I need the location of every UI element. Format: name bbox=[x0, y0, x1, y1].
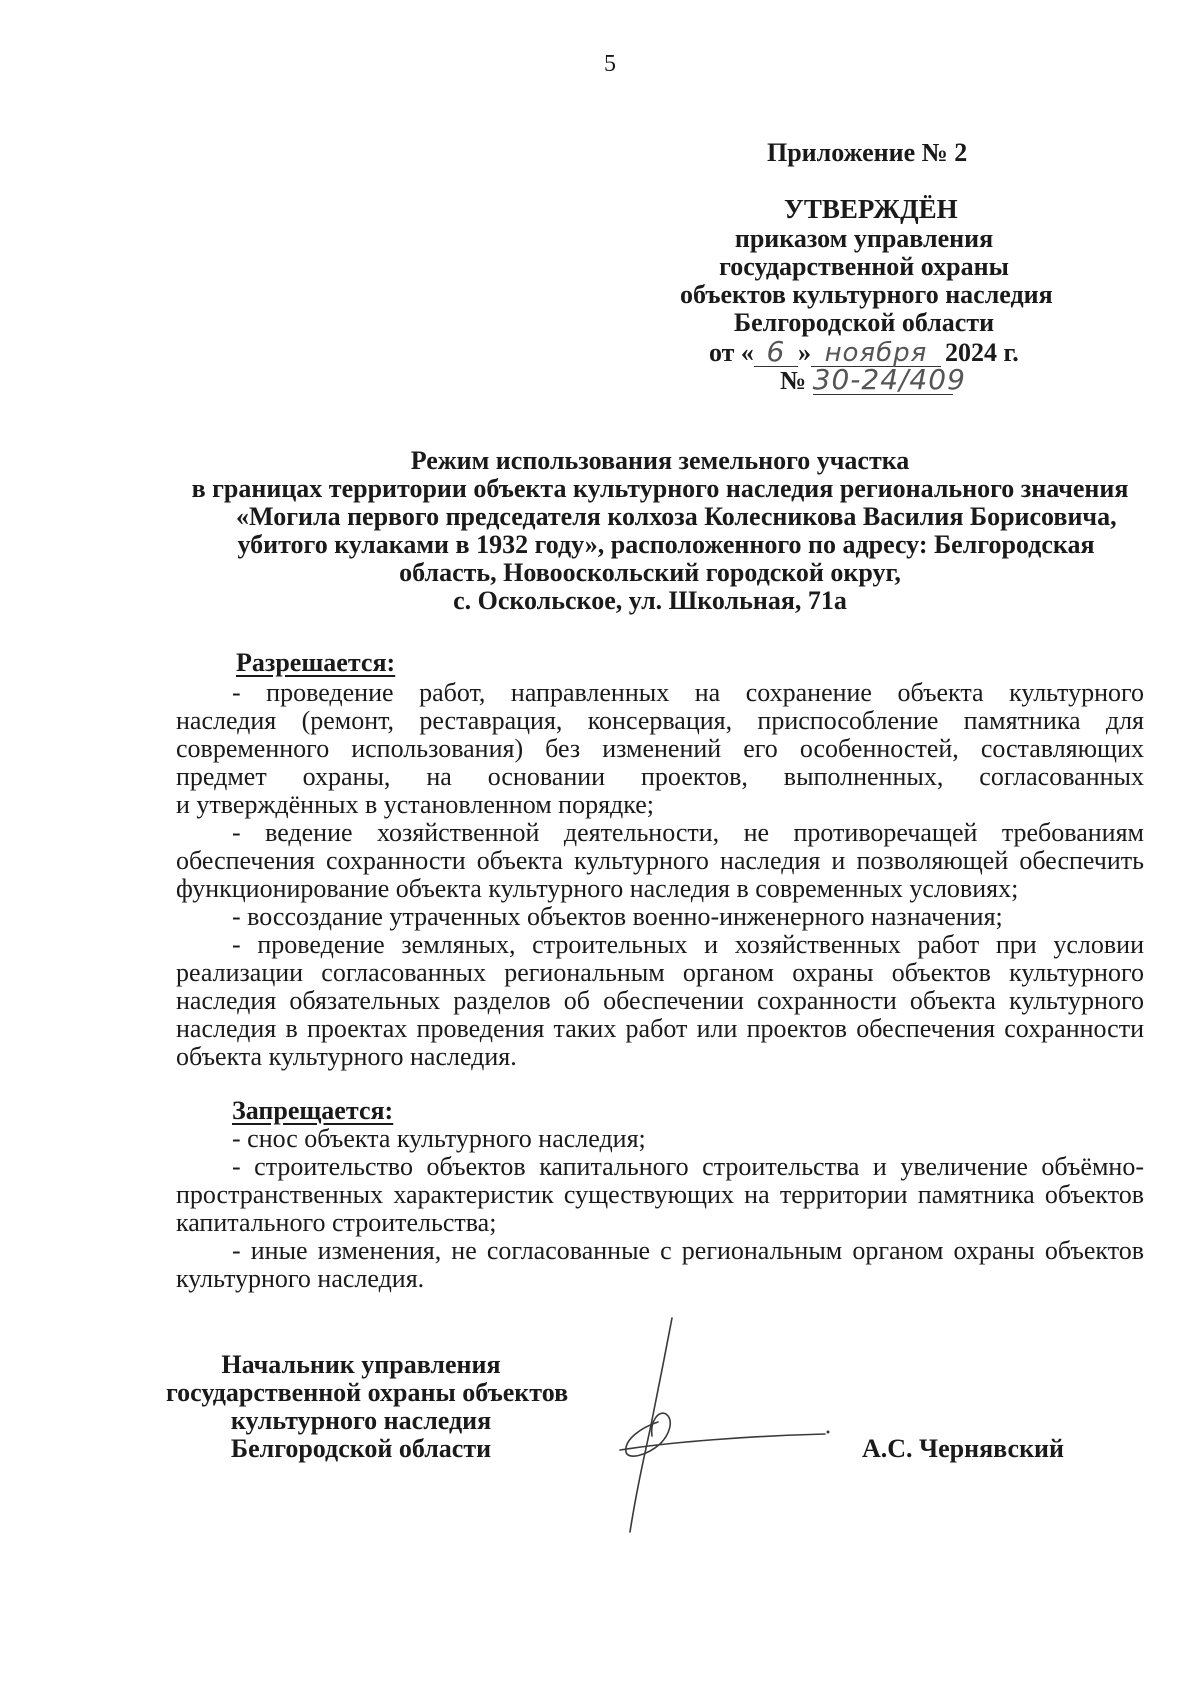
allowed-line: реализации согласованных региональным органом охраны объектов культурного bbox=[176, 958, 1144, 987]
allowed-line: - проведение работ, направленных на сохранение объекта культурного bbox=[232, 678, 1144, 707]
approval-stamp: УТВЕРЖДЁН bbox=[784, 194, 958, 224]
date-day: 6 bbox=[754, 338, 798, 367]
position-line-3: культурного наследия bbox=[230, 1406, 492, 1435]
forbidden-line: - иные изменения, не согласованные с региональным органом охраны объектов bbox=[232, 1236, 1144, 1265]
forbidden-line: культурного наследия. bbox=[176, 1264, 425, 1293]
allowed-line: функционирование объекта культурного наследия в современных условиях; bbox=[176, 874, 1019, 903]
forbidden-line: капитального строительства; bbox=[176, 1208, 497, 1237]
forbidden-line: пространственных характеристик существующих на территории памятника объектов bbox=[176, 1180, 1144, 1209]
allowed-line: наследия (ремонт, реставрация, консервация, приспособление памятника для bbox=[176, 706, 1144, 735]
title-line-1: Режим использования земельного участка bbox=[410, 446, 910, 475]
signature-mark bbox=[600, 1310, 840, 1540]
number-value: 30-24/409 bbox=[812, 363, 966, 396]
page-number: 5 bbox=[604, 51, 616, 77]
forbidden-line: - строительство объектов капитального строительства и увеличение объёмно- bbox=[232, 1152, 1144, 1181]
title-line-2: в границах территории объекта культурного наследия регионального значения bbox=[191, 474, 1129, 503]
date-month: ноября bbox=[811, 340, 941, 367]
date-year: 2024 г. bbox=[944, 338, 1019, 367]
title-line-6: с. Оскольское, ул. Школьная, 71а bbox=[453, 586, 847, 615]
title-line-4: убитого кулаками в 1932 году», расположенного по адресу: Белгородская bbox=[237, 530, 1095, 559]
allowed-line: наследия в проектах проведения таких работ или проектов обеспечения сохранности bbox=[176, 1014, 1144, 1043]
allowed-line: - ведение хозяйственной деятельности, не противоречащей требованиям bbox=[232, 818, 1144, 847]
allowed-heading: Разрешается: bbox=[236, 648, 396, 677]
number-prefix: № bbox=[780, 366, 807, 395]
date-mid: » bbox=[797, 338, 811, 367]
allowed-line: - воссоздание утраченных объектов военно-инженерного назначения; bbox=[232, 902, 1003, 931]
signatory-name: А.С. Чернявский bbox=[862, 1434, 1065, 1463]
allowed-line: и утверждённых в установленном порядке; bbox=[176, 790, 655, 819]
approval-line-4: Белгородской области bbox=[733, 308, 995, 337]
position-line-4: Белгородской области bbox=[230, 1434, 492, 1463]
position-line-1: Начальник управления bbox=[221, 1350, 501, 1379]
approval-line-3: объектов культурного наследия bbox=[680, 280, 1053, 309]
date-prefix: от « bbox=[709, 338, 754, 367]
approval-line-1: приказом управления bbox=[734, 224, 994, 253]
allowed-line: обеспечения сохранности объекта культурного наследия и позволяющей обеспечить bbox=[176, 846, 1144, 875]
approval-line-2: государственной охраны bbox=[719, 252, 1009, 281]
allowed-line: наследия обязательных разделов об обеспечении сохранности объекта культурного bbox=[176, 986, 1144, 1015]
forbidden-line: - снос объекта культурного наследия; bbox=[232, 1124, 646, 1153]
title-line-3: «Могила первого председателя колхоза Колесникова Василия Борисовича, bbox=[236, 502, 1117, 531]
approval-number bbox=[780, 363, 966, 396]
title-line-5: область, Новооскольский городской округ, bbox=[399, 558, 901, 587]
position-line-2: государственной охраны объектов bbox=[166, 1378, 569, 1407]
forbidden-heading: Запрещается: bbox=[232, 1096, 394, 1125]
allowed-line: - проведение земляных, строительных и хозяйственных работ при условии bbox=[232, 930, 1144, 959]
allowed-line: современного использования) без изменений его особенностей, составляющих bbox=[176, 734, 1144, 763]
allowed-line: объекта культурного наследия. bbox=[176, 1042, 517, 1071]
appendix-label: Приложение № 2 bbox=[767, 138, 968, 167]
allowed-line: предмет охраны, на основании проектов, выполненных, согласованных bbox=[176, 762, 1144, 791]
